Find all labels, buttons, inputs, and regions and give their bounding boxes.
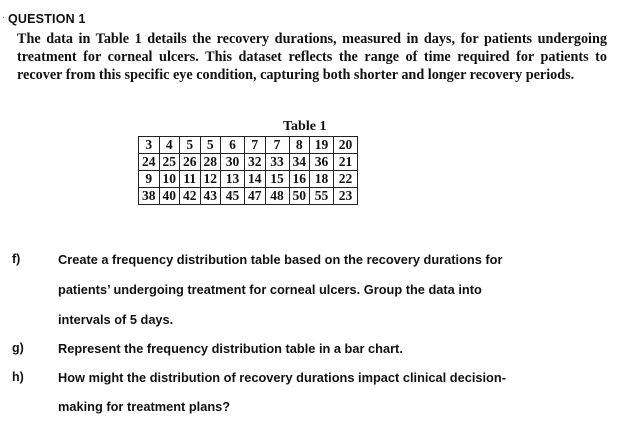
part-g-label: g) xyxy=(12,341,24,355)
part-f-text-line-2: patients’ undergoing treatment for corneal ulcers. Group the data into xyxy=(58,282,482,297)
table-cell: 18 xyxy=(310,171,334,188)
table-cell: 7 xyxy=(245,137,266,154)
table-cell: 50 xyxy=(289,188,310,205)
table-cell: 26 xyxy=(180,154,201,171)
part-f-text-line-1: Create a frequency distribution table based on the recovery durations for xyxy=(58,252,503,267)
table-cell: 5 xyxy=(200,137,221,154)
table-cell: 32 xyxy=(245,154,266,171)
table-cell: 7 xyxy=(265,137,289,154)
table-cell: 47 xyxy=(245,188,266,205)
table-cell: 4 xyxy=(159,137,180,154)
table-cell: 19 xyxy=(310,137,334,154)
table-cell: 42 xyxy=(180,188,201,205)
table-cell: 14 xyxy=(245,171,266,188)
table-cell: 8 xyxy=(289,137,310,154)
table-cell: 3 xyxy=(139,137,160,154)
table-cell: 22 xyxy=(334,171,358,188)
question-intro: The data in Table 1 details the recovery durations, measured in days, for patients undergoing treatment for corneal ulcers. This dataset reflects the range of time required for patients to recover from this specific eye condition, capturing both shorter and longer recovery periods. xyxy=(17,31,607,83)
part-g-text-line-1: Represent the frequency distribution table in a bar chart. xyxy=(58,341,403,356)
part-f-label: f) xyxy=(12,252,21,266)
table-cell: 11 xyxy=(180,171,201,188)
table-cell: 10 xyxy=(159,171,180,188)
table-cell: 38 xyxy=(139,188,160,205)
table-cell: 20 xyxy=(334,137,358,154)
recovery-duration-table xyxy=(138,136,358,205)
part-h-text-line-2: making for treatment plans? xyxy=(58,399,231,414)
table-cell: 15 xyxy=(265,171,289,188)
table-cell: 5 xyxy=(180,137,201,154)
table-cell: 9 xyxy=(139,171,160,188)
table-row xyxy=(139,154,358,171)
part-h-text-line-1: How might the distribution of recovery durations impact clinical decision- xyxy=(58,370,506,385)
table-cell: 24 xyxy=(139,154,160,171)
table-cell: 40 xyxy=(159,188,180,205)
table-cell: 48 xyxy=(265,188,289,205)
heading-marker: · xyxy=(2,12,6,23)
table-row xyxy=(139,137,358,154)
table-cell: 30 xyxy=(221,154,245,171)
table-cell: 6 xyxy=(221,137,245,154)
table-cell: 28 xyxy=(200,154,221,171)
table-cell: 23 xyxy=(334,188,358,205)
table-cell: 43 xyxy=(200,188,221,205)
question-heading: QUESTION 1 xyxy=(8,12,86,26)
table-caption: Table 1 xyxy=(283,119,327,134)
table-row xyxy=(139,171,358,188)
part-h-label: h) xyxy=(12,370,24,384)
table-cell: 34 xyxy=(289,154,310,171)
table-cell: 45 xyxy=(221,188,245,205)
part-f-text-line-3: intervals of 5 days. xyxy=(58,312,174,327)
table-cell: 55 xyxy=(310,188,334,205)
table-cell: 16 xyxy=(289,171,310,188)
table-row xyxy=(139,188,358,205)
table-cell: 12 xyxy=(200,171,221,188)
table-cell: 21 xyxy=(334,154,358,171)
table-cell: 13 xyxy=(221,171,245,188)
table-cell: 25 xyxy=(159,154,180,171)
table-cell: 33 xyxy=(265,154,289,171)
table-cell: 36 xyxy=(310,154,334,171)
